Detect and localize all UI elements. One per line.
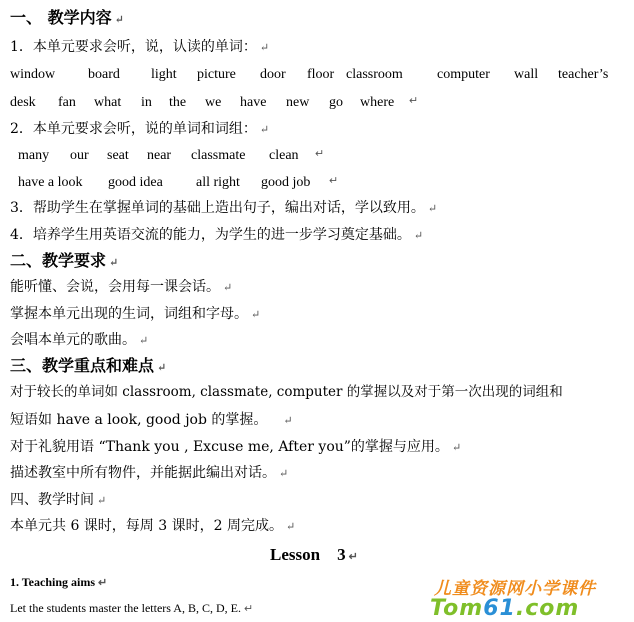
watermark-bottom-text: Tom61.com: [430, 596, 580, 621]
word: classroom: [346, 67, 403, 82]
word: door: [260, 67, 286, 82]
document-page: 一、 教学内容 ↵ 1．本单元要求会听，说，认读的单词： ↵ window board light picture door floor classroom computer wall teacher’s desk fan what in the we have new go where ↵ 2．本单元要求会听，说的单词和词组： ↵ many our seat near classmate clean ↵ have a look good idea all right good job ↵ 3．帮助学生在掌握单词的基础上造出句子，编出对话，学以致用。 ↵ 4．培养学生用英语交流的能力，为学生的进一步学习奠定基础。 ↵ 二、教学要求 ↵ 能听懂、会说，会用每一课会话。 ↵ 掌握本单元出现的生词，词组和字母。 ↵ 会唱本单元的歌曲。 ↵ 三、教学重点和难点 ↵ 对于较长的单词如 classroom, classmate, computer 的掌握以及对于第一次出现的词组和 短语如 have a look, good job 的掌握。 ↵ 对于礼貌用语 “Thank you , Excuse me, After you”的掌握与应用。 ↵ 描述教室中所有物件，并能据此编出对话。 ↵ 四、教学时间 ↵ 本单元共 6 课时，每周 3 课时，2 周完成。 ↵ Lesson 3 ↵ 1. Teaching aims ↵ Let the students master the letters A, B, C, D, E. ↵ 儿童资源网小学课件 Tom61.com: [0, 0, 634, 622]
word: what: [94, 95, 122, 110]
teaching-aims-line: Let the students master the letters A, B, C, D, E. ↵: [10, 601, 254, 615]
section-4-title: 四、教学时间 ↵: [10, 492, 107, 508]
word: computer: [437, 67, 490, 82]
teaching-aims-heading: 1. Teaching aims ↵: [10, 575, 108, 589]
word: window: [10, 67, 56, 82]
watermark-top-text: 儿童资源网小学课件: [434, 579, 596, 599]
section-1-title: 一、 教学内容 ↵: [10, 8, 124, 27]
section-2-title: 二、教学要求 ↵: [10, 251, 119, 270]
word: go: [329, 95, 343, 110]
watermark-logo: [400, 574, 632, 622]
section-3-title: 三、教学重点和难点 ↵: [10, 356, 167, 375]
section-1-item-2: 2．本单元要求会听，说的单词和词组： ↵: [10, 121, 270, 137]
word: new: [286, 95, 310, 110]
lesson-title: Lesson 3 ↵: [270, 545, 358, 564]
phrase: good job: [261, 175, 311, 190]
word: board: [88, 67, 120, 82]
word: classmate: [191, 148, 246, 163]
section-3-line-1: 对于较长的单词如 classroom, classmate, computer 的掌握以及对于第一次出现的词组和: [10, 384, 563, 400]
word: our: [70, 148, 89, 163]
word: teacher’s: [558, 67, 609, 82]
word: light: [151, 67, 177, 82]
word: have: [240, 95, 267, 110]
section-2-line-3: 会唱本单元的歌曲。 ↵: [10, 332, 149, 348]
section-1-item-1: 1．本单元要求会听，说，认读的单词： ↵: [10, 39, 270, 55]
phrase: all right: [196, 175, 240, 190]
phrase: have a look: [18, 175, 83, 190]
section-2-line-1: 能听懂、会说，会用每一课会话。 ↵: [10, 279, 233, 295]
phrase: good idea: [108, 175, 163, 190]
word: wall: [514, 67, 539, 82]
section-3-line-2: 短语如 have a look, good job 的掌握。 ↵: [10, 412, 293, 428]
word: we: [205, 95, 222, 110]
word: picture: [197, 67, 236, 82]
word: near: [147, 148, 172, 163]
section-2-line-2: 掌握本单元出现的生词，词组和字母。 ↵: [10, 306, 261, 322]
word: seat: [107, 148, 129, 163]
section-3-line-4: 描述教室中所有物件，并能据此编出对话。 ↵: [10, 465, 289, 481]
section-4-line-1: 本单元共 6 课时，每周 3 课时，2 周完成。 ↵: [10, 518, 296, 534]
word: where: [360, 95, 395, 110]
word: floor: [307, 67, 335, 82]
section-3-line-3: 对于礼貌用语 “Thank you , Excuse me, After you”的掌握与应用。 ↵: [10, 439, 462, 455]
word: in: [141, 95, 152, 110]
word: desk: [10, 95, 36, 110]
word: clean: [269, 148, 299, 163]
word: fan: [58, 95, 76, 110]
word: the: [169, 95, 187, 110]
word: many: [18, 148, 50, 163]
section-1-item-3: 3．帮助学生在掌握单词的基础上造出句子，编出对话，学以致用。 ↵: [10, 200, 438, 216]
section-1-item-4: 4．培养学生用英语交流的能力，为学生的进一步学习奠定基础。 ↵: [10, 227, 424, 243]
